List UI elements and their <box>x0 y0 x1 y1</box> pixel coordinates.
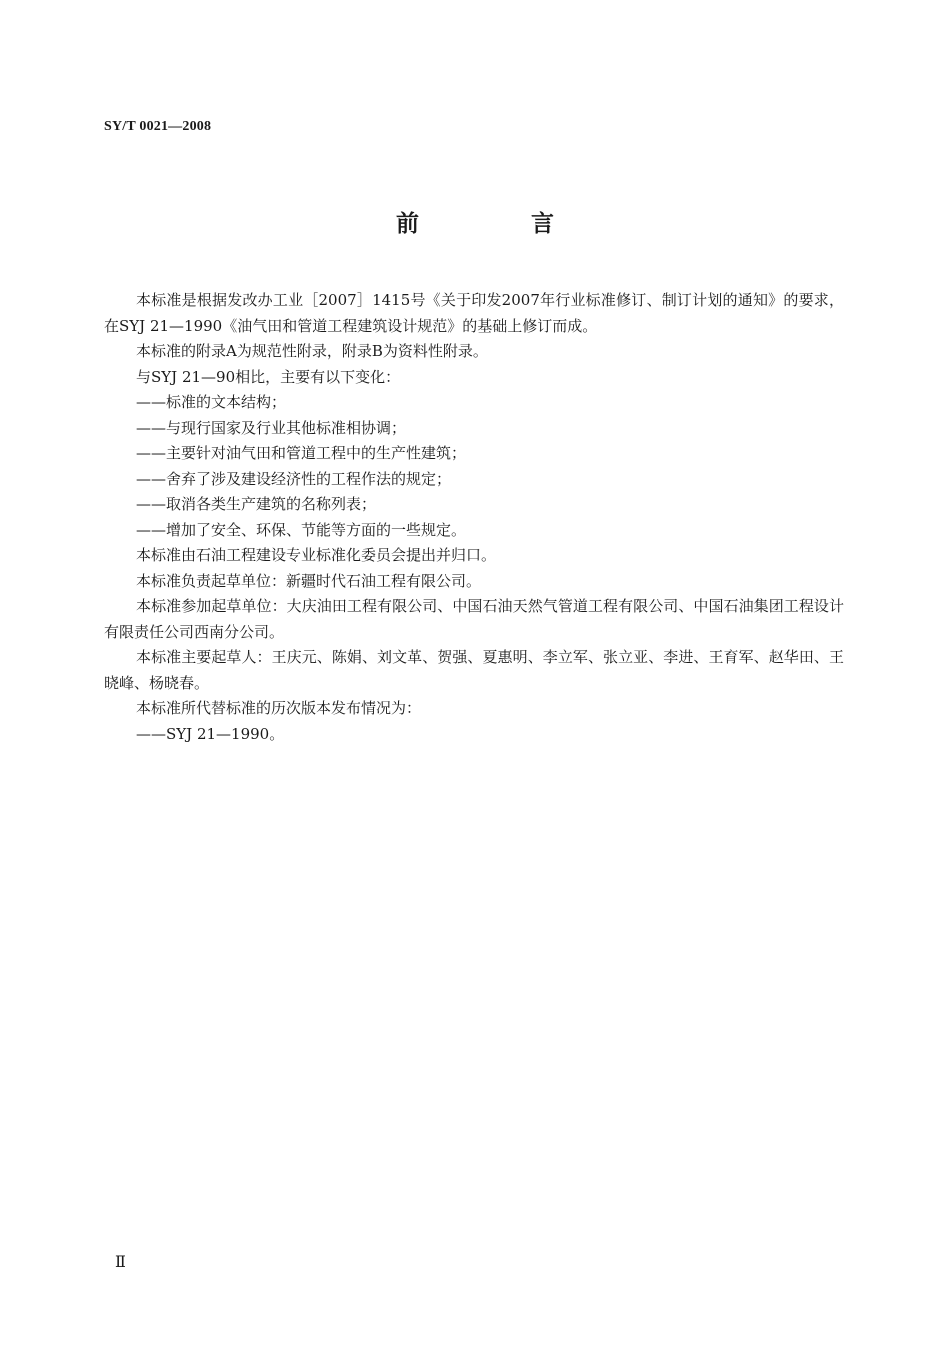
list-item-change: ——舍弃了涉及建设经济性的工程作法的规定； <box>136 469 452 488</box>
paragraph-appendix: 本标准的附录A为规范性附录，附录B为资料性附录。 <box>136 342 488 360</box>
list-item-history: ——SYJ 21—1990。 <box>136 724 285 743</box>
paragraph-history-intro: 本标准所代替标准的历次版本发布情况为： <box>136 699 422 717</box>
document-code: SY/T 0021—2008 <box>104 119 212 134</box>
foreword-body <box>104 288 844 747</box>
paragraph-lead-drafter: 本标准负责起草单位：新疆时代石油工程有限公司。 <box>136 571 482 590</box>
paragraph-participating-drafters: 本标准参加起草单位：大庆油田工程有限公司、中国石油天然气管道工程有限公司、中国石油集团工程设计有限责任公司西南分公司。 <box>104 597 844 641</box>
list-item-change: ——主要针对油气田和管道工程中的生产性建筑； <box>136 444 467 462</box>
page-title: 前 言 <box>395 211 606 237</box>
paragraph-proposer: 本标准由石油工程建设专业标准化委员会提出并归口。 <box>136 546 497 564</box>
list-item-change: ——标准的文本结构； <box>136 393 287 411</box>
paragraph-main-drafters: 本标准主要起草人：王庆元、陈娟、刘文革、贺强、夏惠明、李立军、张立亚、李进、王育军、赵华田、王晓峰、杨晓春。 <box>104 648 844 692</box>
paragraph-basis: 本标准是根据发改办工业［2007］1415号《关于印发2007年行业标准修订、制订计划的通知》的要求，在SYJ 21—1990《油气田和管道工程建筑设计规范》的基础上修订而成。 <box>104 291 844 335</box>
list-item-change: ——取消各类生产建筑的名称列表； <box>136 495 377 513</box>
paragraph-changes-intro: 与SYJ 21—90相比，主要有以下变化： <box>136 367 401 386</box>
list-item-change: ——增加了安全、环保、节能等方面的一些规定。 <box>136 520 467 539</box>
list-item-change: ——与现行国家及行业其他标准相协调； <box>136 418 407 437</box>
page-number: Ⅱ <box>115 1254 125 1271</box>
